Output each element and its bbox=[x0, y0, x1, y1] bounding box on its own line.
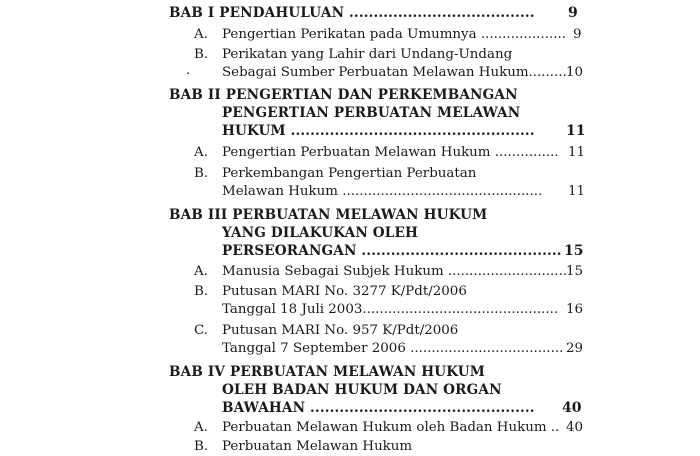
chapter-1-item-b-line1: Perikatan yang Lahir dari Undang-Undang bbox=[222, 47, 513, 62]
chapter-4-item-a-text: Perbuatan Melawan Hukum oleh Badan Hukum .. bbox=[222, 420, 560, 435]
chapter-3-item-c-line1: Putusan MARI No. 957 K/Pdt/2006 bbox=[222, 323, 459, 338]
chapter-3-item-b-line2: Tanggal 18 Juli 2003.............................................. bbox=[222, 302, 559, 317]
chapter-2-item-a-text: Pengertian Perbuatan Melawan Hukum ............... bbox=[222, 145, 559, 160]
chapter-3-item-a-text: Manusia Sebagai Subjek Hukum ............................ bbox=[222, 264, 568, 279]
stray-dot-mark: . bbox=[186, 63, 191, 78]
chapter-2-page: 11 bbox=[566, 123, 586, 139]
chapter-3-item-b-letter: B. bbox=[194, 284, 209, 299]
chapter-2-item-b-line2: Melawan Hukum ............................................... bbox=[222, 184, 543, 199]
chapter-3-item-b-page: 16 bbox=[566, 302, 584, 317]
chapter-3-item-a-page: 15 bbox=[566, 264, 584, 279]
chapter-1-item-b-letter: B. bbox=[194, 47, 209, 62]
chapter-1-item-a-text: Pengertian Perikatan pada Umumnya .................... bbox=[222, 27, 566, 42]
chapter-3-page: 15 bbox=[564, 243, 584, 259]
chapter-2-item-b-letter: B. bbox=[194, 166, 209, 181]
chapter-4-title-line2: OLEH BADAN HUKUM DAN ORGAN bbox=[222, 382, 502, 398]
chapter-4-item-a-page: 40 bbox=[566, 420, 584, 435]
chapter-3-item-c-letter: C. bbox=[194, 323, 209, 338]
chapter-4-title-line1: BAB IV PERBUATAN MELAWAN HUKUM bbox=[169, 364, 485, 380]
chapter-2-item-a-page: 11 bbox=[568, 145, 586, 160]
chapter-4-item-b-line1: Perbuatan Melawan Hukum bbox=[222, 439, 413, 454]
chapter-1-page: 9 bbox=[568, 5, 578, 21]
chapter-3-item-a-letter: A. bbox=[194, 264, 208, 279]
chapter-2-item-b-line1: Perkembangan Pengertian Perbuatan bbox=[222, 166, 477, 181]
chapter-2-item-b-page: 11 bbox=[568, 184, 586, 199]
chapter-3-item-c-page: 29 bbox=[566, 341, 584, 356]
chapter-2-title-line2: PENGERTIAN PERBUATAN MELAWAN bbox=[222, 105, 521, 121]
chapter-3-item-c-line2: Tanggal 7 September 2006 .................................... bbox=[222, 341, 564, 356]
chapter-4-page: 40 bbox=[562, 400, 582, 416]
chapter-2-title-line3: HUKUM .................................................. bbox=[222, 123, 535, 139]
chapter-4-title-line3: BAWAHAN .............................................. bbox=[222, 400, 535, 416]
chapter-4-item-a-letter: A. bbox=[194, 420, 208, 435]
chapter-4-item-b-letter: B. bbox=[194, 439, 209, 454]
chapter-2-item-a-letter: A. bbox=[194, 145, 208, 160]
chapter-3-title-line3: PERSEORANGAN ......................................... bbox=[222, 243, 562, 259]
chapter-1-item-a-page: 9 bbox=[573, 27, 582, 42]
chapter-3-item-b-line1: Putusan MARI No. 3277 K/Pdt/2006 bbox=[222, 284, 467, 299]
chapter-1-item-b-page: 10 bbox=[566, 65, 584, 80]
chapter-1-title: BAB I PENDAHULUAN ...................................... bbox=[169, 5, 535, 21]
chapter-2-title-line1: BAB II PENGERTIAN DAN PERKEMBANGAN bbox=[169, 87, 518, 103]
chapter-1-item-a-letter: A. bbox=[194, 27, 208, 42]
chapter-1-item-b-line2: Sebagai Sumber Perbuatan Melawan Hukum......... bbox=[222, 65, 567, 80]
chapter-3-title-line1: BAB III PERBUATAN MELAWAN HUKUM bbox=[169, 207, 488, 223]
chapter-3-title-line2: YANG DILAKUKAN OLEH bbox=[222, 225, 419, 241]
